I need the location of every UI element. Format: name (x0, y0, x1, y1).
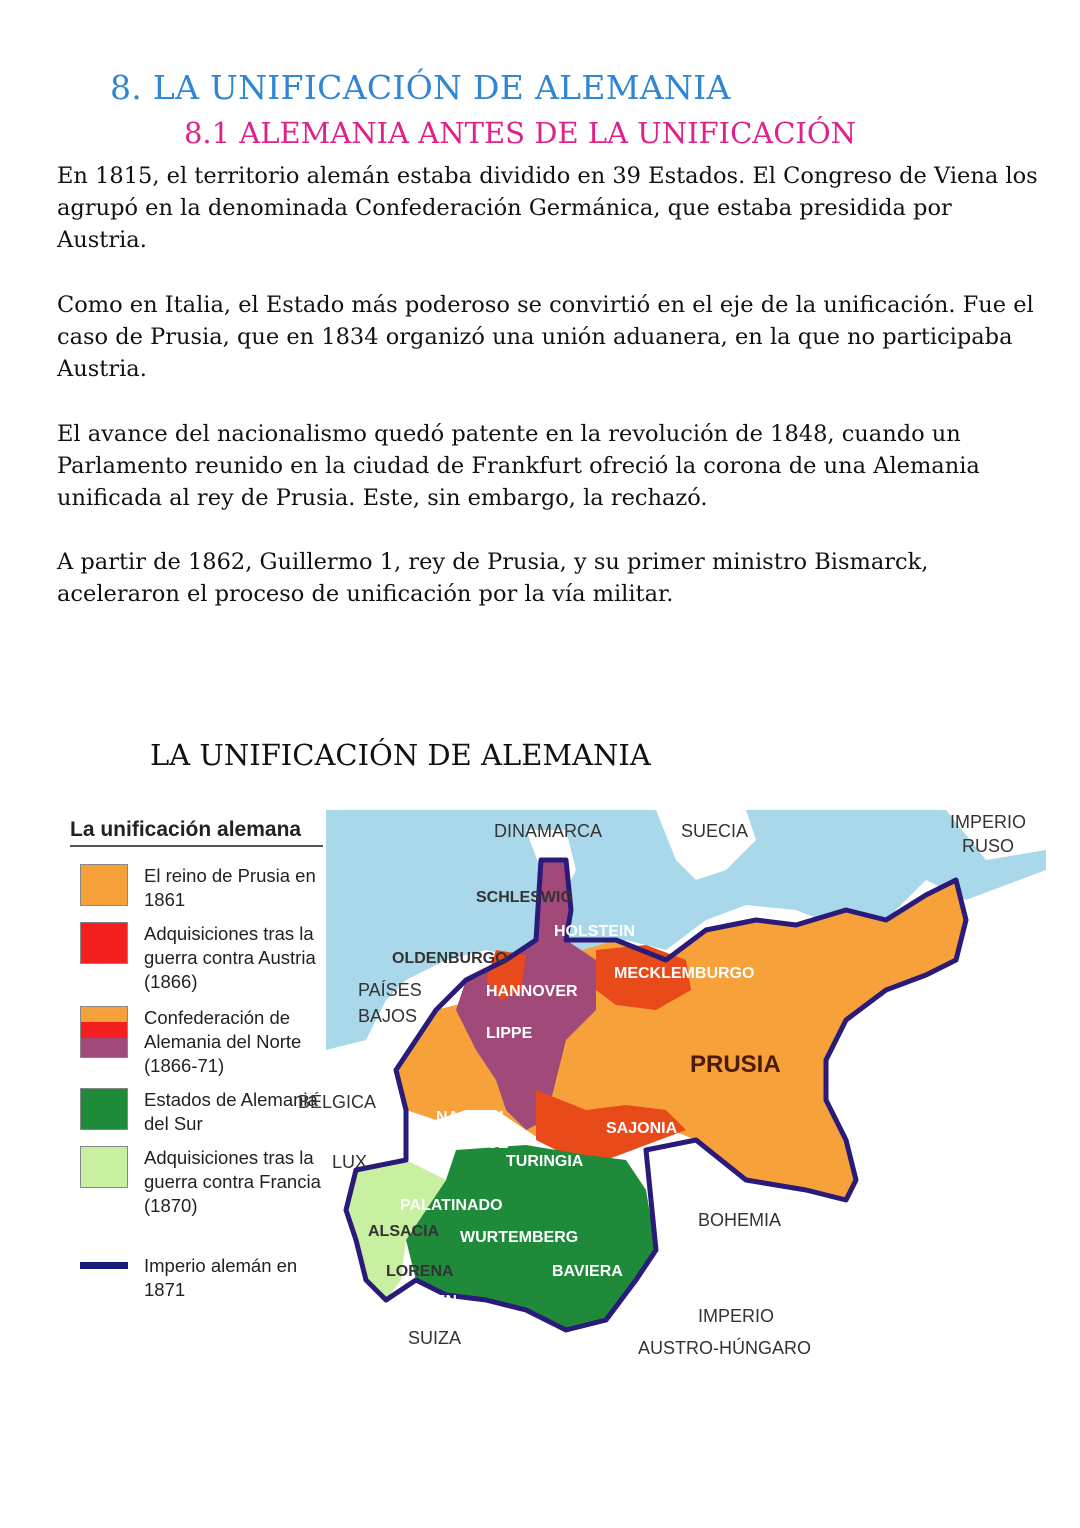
label-hannover: HANNOVER (486, 983, 578, 1000)
label-holstein: HOLSTEIN (554, 923, 635, 940)
legend-label: Adquisiciones tras la guerra contra Austria (1866) (144, 923, 316, 992)
label-hesse: HESSE (454, 1135, 509, 1152)
label-imperio-ah-2: AUSTRO-HÚNGARO (638, 1338, 812, 1358)
legend-item-guerra-austria (80, 922, 324, 994)
label-nassau: NASSAU (436, 1109, 504, 1126)
legend-line-swatch (80, 1262, 128, 1269)
label-bohemia: BOHEMIA (698, 1210, 782, 1230)
label-imperio-ruso-1: IMPERIO (950, 812, 1027, 832)
legend-item-guerra-francia (80, 1146, 324, 1218)
label-lux: LUX. (332, 1152, 373, 1172)
label-lorena: LORENA (386, 1263, 454, 1280)
map-legend (70, 818, 326, 1358)
legend-swatch (80, 922, 128, 964)
label-paises-2: BAJOS (358, 1006, 418, 1026)
label-baden: BADEN (400, 1293, 457, 1310)
paragraph-3: El avance del nacionalismo quedó patente en la revolución de 1848, cuando un Parlamento reunido en la ciudad de Frankfurt ofreció la corona de una Alemania unificada al rey de Prusia. Este, sin embargo, la rechazó. (57, 421, 980, 511)
legend-title: La unificación alemana (70, 818, 323, 847)
legend-swatch (80, 1088, 128, 1130)
label-turingia: TURINGIA (506, 1153, 584, 1170)
legend-swatch (80, 1006, 128, 1058)
label-alsacia: ALSACIA (368, 1223, 440, 1240)
label-dinamarca: DINAMARCA (494, 821, 603, 841)
label-belgica: BÉLGICA (298, 1092, 377, 1112)
page-title: 8. LA UNIFICACIÓN DE ALEMANIA (110, 68, 731, 107)
label-baviera: BAVIERA (552, 1263, 623, 1280)
map-heading: LA UNIFICACIÓN DE ALEMANIA (150, 738, 651, 772)
legend-item-prusia-1861 (80, 864, 324, 912)
label-mecklemburgo: MECKLEMBURGO (614, 965, 755, 982)
legend-label: Estados de Alemania del Sur (144, 1089, 318, 1134)
germany-unification-map (298, 810, 1046, 1370)
label-imperio-ah-1: IMPERIO (698, 1306, 775, 1326)
paragraph-4: A partir de 1862, Guillermo 1, rey de Prusia, y su primer ministro Bismarck, aceleraron el proceso de unificación por la vía militar. (57, 549, 929, 607)
label-lippe: LIPPE (486, 1025, 533, 1042)
legend-label: El reino de Prusia en 1861 (144, 865, 316, 910)
label-wurtemberg: WURTEMBERG (460, 1229, 579, 1246)
paragraph-1: En 1815, el territorio alemán estaba dividido en 39 Estados. El Congreso de Viena los agrupó en la denominada Confederación Germánica, que estaba presidida por Austria. (57, 163, 1038, 253)
legend-swatch (80, 864, 128, 906)
label-suecia: SUECIA (681, 821, 749, 841)
legend-item-imperio-1871 (80, 1254, 324, 1302)
label-sajonia: SAJONIA (606, 1120, 678, 1137)
paragraph-2: Como en Italia, el Estado más poderoso se convirtió en el eje de la unificación. Fue el caso de Prusia, que en 1834 organizó una unión aduanera, en la que no participaba Austria. (57, 292, 1034, 382)
legend-label: Confederación de Alemania del Norte (1866-71) (144, 1007, 302, 1076)
label-prusia: PRUSIA (690, 1051, 781, 1078)
legend-item-confederacion-norte (80, 1006, 324, 1078)
label-palatinado: PALATINADO (400, 1197, 503, 1214)
legend-label: Imperio alemán en 1871 (144, 1255, 298, 1300)
legend-label: Adquisiciones tras la guerra contra Francia (1870) (144, 1147, 321, 1216)
label-schleswig: SCHLESWIG (476, 889, 573, 906)
label-imperio-ruso-2: RUSO (962, 836, 1015, 856)
label-oldenburgo: OLDENBURGO (392, 950, 508, 967)
label-suiza: SUIZA (408, 1328, 462, 1348)
legend-item-alemania-sur (80, 1088, 324, 1136)
section-subtitle: 8.1 ALEMANIA ANTES DE LA UNIFICACIÓN (183, 116, 857, 150)
legend-swatch (80, 1146, 128, 1188)
label-paises-1: PAÍSES (358, 980, 422, 1000)
